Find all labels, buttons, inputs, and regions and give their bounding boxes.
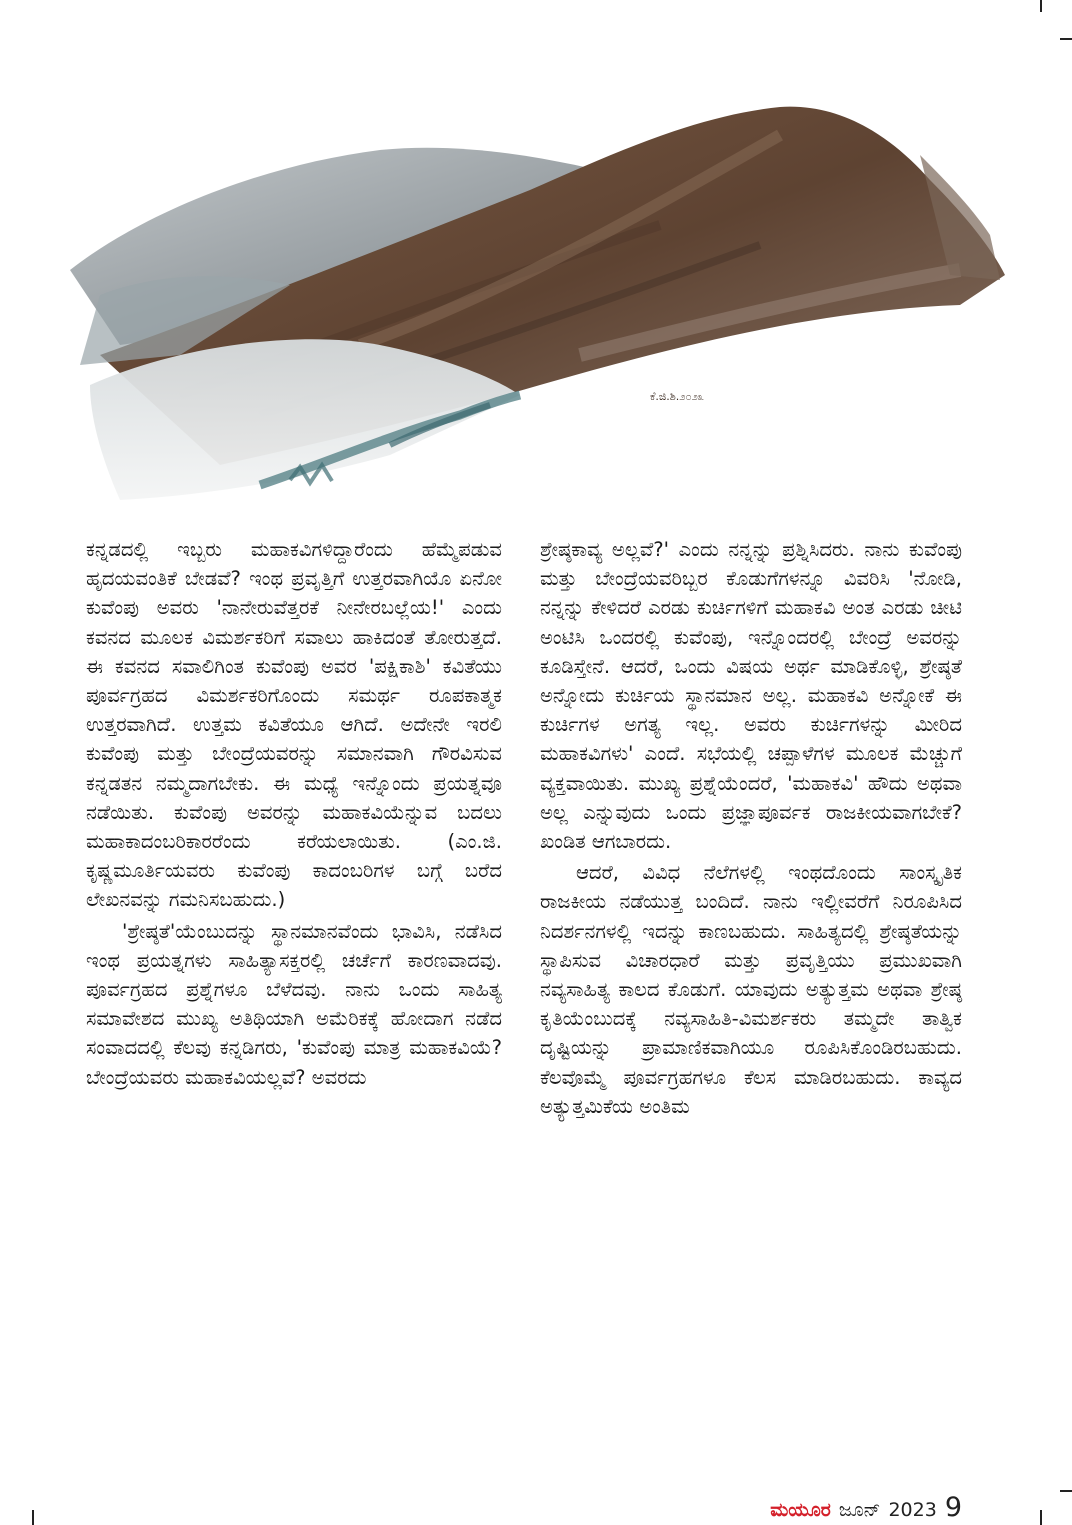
crop-mark-right-upper bbox=[1060, 38, 1072, 40]
mountain-illustration bbox=[60, 95, 1010, 515]
crop-mark-bottom-right bbox=[1040, 1510, 1042, 1525]
article-column-right bbox=[540, 535, 962, 1121]
crop-mark-right-lower bbox=[1060, 1490, 1072, 1492]
paragraph: ಕನ್ನಡದಲ್ಲಿ ಇಬ್ಬರು ಮಹಾಕವಿಗಳಿದ್ದಾರೆಂದು ಹೆಮ್ಮೆಪಡುವ ಹೃದಯವಂತಿಕೆ ಬೇಡವೆ? ಇಂಥ ಪ್ರವೃತ್ತಿಗೆ ಉತ್ತರವಾಗಿಯೊ ಏನೋ ಕುವೆಂಪು ಅವರು 'ನಾನೇರುವೆತ್ತರಕೆ ನೀನೇರಬಲ್ಲೆಯ!' ಎಂದು ಕವನದ ಮೂಲಕ ವಿಮರ್ಶಕರಿಗೆ ಸವಾಲು ಹಾಕಿದಂತೆ ತೋರುತ್ತದೆ. ಈ ಕವನದ ಸವಾಲಿಗಿಂತ ಕುವೆಂಪು ಅವರ 'ಪಕ್ಷಿಕಾಶಿ' ಕವಿತೆಯು ಪೂರ್ವಗ್ರಹದ ವಿಮರ್ಶಕರಿಗೊಂದು ಸಮರ್ಥ ರೂಪಕಾತ್ಮಕ ಉತ್ತರವಾಗಿದೆ. ಉತ್ತಮ ಕವಿತೆಯೂ ಆಗಿದೆ. ಅದೇನೇ ಇರಲಿ ಕುವೆಂಪು ಮತ್ತು ಬೇಂದ್ರೆಯವರನ್ನು ಸಮಾನವಾಗಿ ಗೌರವಿಸುವ ಕನ್ನಡತನ ನಮ್ಮದಾಗಬೇಕು. ಈ ಮಧ್ಯೆ ಇನ್ನೊಂದು ಪ್ರಯತ್ನವೂ ನಡೆಯಿತು. ಕುವೆಂಪು ಅವರನ್ನು ಮಹಾಕವಿಯೆನ್ನುವ ಬದಲು ಮಹಾಕಾದಂಬರಿಕಾರರೆಂದು ಕರೆಯಲಾಯಿತು. (ಎಂ.ಜಿ. ಕೃಷ್ಣಮೂರ್ತಿಯವರು ಕುವೆಂಪು ಕಾದಂಬರಿಗಳ ಬಗ್ಗೆ ಬರೆದ ಲೇಖನವನ್ನು ಗಮನಿಸಬಹುದು.) bbox=[86, 538, 502, 912]
issue-month: ಜೂನ್ bbox=[838, 1499, 881, 1521]
magazine-brand: ಮಯೂರ bbox=[770, 1499, 831, 1521]
crop-mark-bottom-left bbox=[32, 1510, 34, 1525]
page-number: 9 bbox=[944, 1492, 962, 1523]
artist-signature: ಕೆ.ಜಿ.ಶಿ.೨೦೨೩ bbox=[650, 390, 704, 403]
paragraph: ಶ್ರೇಷ್ಠಕಾವ್ಯ ಅಲ್ಲವೆ?' ಎಂದು ನನ್ನನ್ನು ಪ್ರಶ್ನಿಸಿದರು. ನಾನು ಕುವೆಂಪು ಮತ್ತು ಬೇಂದ್ರೆಯವರಿಬ್ಬರ ಕೊಡುಗೆಗಳನ್ನೂ ವಿವರಿಸಿ 'ನೋಡಿ, ನನ್ನನ್ನು ಕೇಳಿದರೆ ಎರಡು ಕುರ್ಚಿಗಳಿಗೆ ಮಹಾಕವಿ ಅಂತ ಎರಡು ಚೀಟಿ ಅಂಟಿಸಿ ಒಂದರಲ್ಲಿ ಕುವೆಂಪು, ಇನ್ನೊಂದರಲ್ಲಿ ಬೇಂದ್ರೆ ಅವರನ್ನು ಕೂಡಿಸ್ತೇನೆ. ಆದರೆ, ಒಂದು ವಿಷಯ ಅರ್ಥ ಮಾಡಿಕೊಳ್ಳಿ, ಶ್ರೇಷ್ಠತೆ ಅನ್ನೋದು ಕುರ್ಚಿಯ ಸ್ಥಾನಮಾನ ಅಲ್ಲ. ಮಹಾಕವಿ ಅನ್ನೋಕೆ ಈ ಕುರ್ಚಿಗಳ ಅಗತ್ಯ ಇಲ್ಲ. ಅವರು ಕುರ್ಚಿಗಳನ್ನು ಮೀರಿದ ಮಹಾಕವಿಗಳು' ಎಂದೆ. ಸಭೆಯಲ್ಲಿ ಚಪ್ಪಾಳೆಗಳ ಮೂಲಕ ಮೆಚ್ಚುಗೆ ವ್ಯಕ್ತವಾಯಿತು. ಮುಖ್ಯ ಪ್ರಶ್ನೆಯೆಂದರೆ, 'ಮಹಾಕವಿ' ಹೌದು ಅಥವಾ ಅಲ್ಲ ಎನ್ನುವುದು ಒಂದು ಪ್ರಜ್ಞಾಪೂರ್ವಕ ರಾಜಕೀಯವಾಗಬೇಕೆ? ಖಂಡಿತ ಆಗಬಾರದು. bbox=[540, 538, 962, 854]
article-column-left bbox=[86, 535, 502, 1092]
paragraph: 'ಶ್ರೇಷ್ಠತೆ'ಯೆಂಬುದನ್ನು ಸ್ಥಾನಮಾನವೆಂದು ಭಾವಿಸಿ, ನಡೆಸಿದ ಇಂಥ ಪ್ರಯತ್ನಗಳು ಸಾಹಿತ್ಯಾಸಕ್ತರಲ್ಲಿ ಚರ್ಚೆಗೆ ಕಾರಣವಾದವು. ಪೂರ್ವಗ್ರಹದ ಪ್ರಶ್ನೆಗಳೂ ಬೆಳೆದವು. ನಾನು ಒಂದು ಸಾಹಿತ್ಯ ಸಮಾವೇಶದ ಮುಖ್ಯ ಅತಿಥಿಯಾಗಿ ಅಮೆರಿಕಕ್ಕೆ ಹೋದಾಗ ನಡೆದ ಸಂವಾದದಲ್ಲಿ ಕೆಲವು ಕನ್ನಡಿಗರು, 'ಕುವೆಂಪು ಮಾತ್ರ ಮಹಾಕವಿಯೆ? ಬೇಂದ್ರೆಯವರು ಮಹಾಕವಿಯಲ್ಲವೆ? ಅವರದು bbox=[86, 919, 502, 1089]
crop-mark-top-right bbox=[1040, 0, 1042, 12]
paragraph: ಆದರೆ, ವಿವಿಧ ನೆಲೆಗಳಲ್ಲಿ ಇಂಥದೊಂದು ಸಾಂಸ್ಕೃತಿಕ ರಾಜಕೀಯ ನಡೆಯುತ್ತ ಬಂದಿದೆ. ನಾನು ಇಲ್ಲೀವರೆಗೆ ನಿರೂಪಿಸಿದ ನಿದರ್ಶನಗಳಲ್ಲಿ ಇದನ್ನು ಕಾಣಬಹುದು. ಸಾಹಿತ್ಯದಲ್ಲಿ ಶ್ರೇಷ್ಠತೆಯನ್ನು ಸ್ಥಾಪಿಸುವ ವಿಚಾರಧಾರೆ ಮತ್ತು ಪ್ರವೃತ್ತಿಯು ಪ್ರಮುಖವಾಗಿ ನವ್ಯಸಾಹಿತ್ಯ ಕಾಲದ ಕೊಡುಗೆ. ಯಾವುದು ಅತ್ಯುತ್ತಮ ಅಥವಾ ಶ್ರೇಷ್ಠ ಕೃತಿಯೆಂಬುದಕ್ಕೆ ನವ್ಯಸಾಹಿತಿ-ವಿಮರ್ಶಕರು ತಮ್ಮದೇ ತಾತ್ವಿಕ ದೃಷ್ಟಿಯನ್ನು ಪ್ರಾಮಾಣಿಕವಾಗಿಯೂ ರೂಪಿಸಿಕೊಂಡಿರಬಹುದು. ಕೆಲವೊಮ್ಮೆ ಪೂರ್ವಗ್ರಹಗಳೂ ಕೆಲಸ ಮಾಡಿರಬಹುದು. ಕಾವ್ಯದ ಅತ್ಯುತ್ತಮಿಕೆಯ ಅಂತಿಮ bbox=[540, 861, 962, 1118]
issue-year: 2023 bbox=[888, 1499, 937, 1521]
page-footer bbox=[770, 1492, 962, 1523]
